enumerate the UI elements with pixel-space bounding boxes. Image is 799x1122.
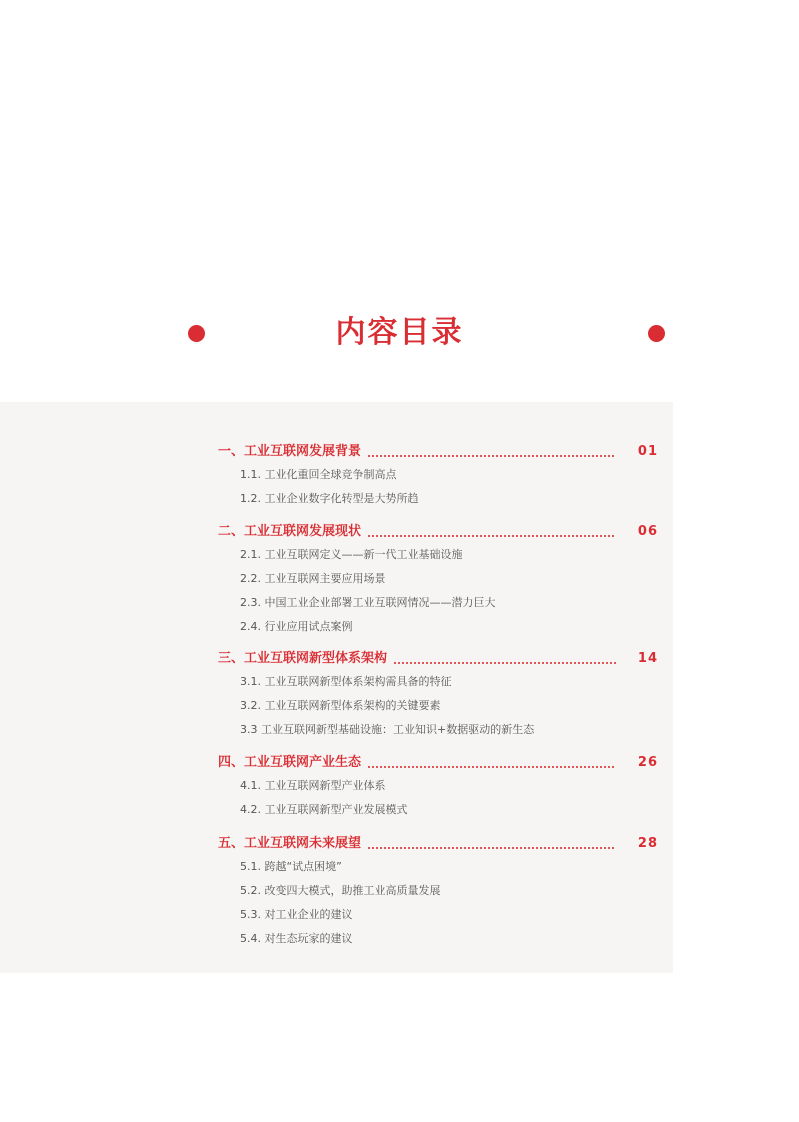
toc-subitem[interactable]: 1.1. 工业化重回全球竞争制高点 [240,468,397,481]
dot-leader [367,535,616,537]
toc-section-label: 三、工业互联网新型体系架构 [218,651,388,666]
dot-leader [367,766,616,768]
dot-leader [393,662,616,664]
toc-section-3 [218,648,658,742]
toc-page-number: 06 [637,524,658,539]
right-dot-decoration [648,325,665,342]
toc-subitem[interactable]: 2.2. 工业互联网主要应用场景 [240,572,386,585]
toc-subitem[interactable]: 2.4. 行业应用试点案例 [240,620,353,633]
toc-section-label: 四、工业互联网产业生态 [218,755,362,770]
toc-section-heading[interactable] [218,521,658,543]
toc-title-row [0,310,799,356]
toc-subitem[interactable]: 4.1. 工业互联网新型产业体系 [240,779,386,792]
toc-page-number: 26 [637,755,658,770]
toc-subitem[interactable]: 3.2. 工业互联网新型体系架构的关键要素 [240,699,441,712]
toc-subitem[interactable]: 3.1. 工业互联网新型体系架构需具备的特征 [240,675,452,688]
toc-page-number: 14 [637,651,658,666]
toc-page-number: 28 [637,836,658,851]
toc-section-5 [218,833,658,951]
toc-section-heading[interactable] [218,833,658,855]
toc-subitem[interactable]: 5.2. 改变四大模式，助推工业高质量发展 [240,884,441,897]
toc-section-label: 五、工业互联网未来展望 [218,836,362,851]
toc-subitem[interactable]: 5.1. 跨越“试点困境” [240,860,342,873]
toc-section-heading[interactable] [218,752,658,774]
toc-title: 内容目录 [335,315,464,350]
toc-subitem[interactable]: 3.3 工业互联网新型基础设施：工业知识+数据驱动的新生态 [240,723,535,736]
toc-section-label: 一、工业互联网发展背景 [218,444,362,459]
toc-section-1 [218,441,658,511]
toc-subitem[interactable]: 2.1. 工业互联网定义——新一代工业基础设施 [240,548,463,561]
toc-subitem[interactable]: 1.2. 工业企业数字化转型是大势所趋 [240,492,419,505]
toc-section-label: 二、工业互联网发展现状 [218,524,362,539]
dot-leader [367,847,616,849]
toc-section-4 [218,752,658,822]
dot-leader [367,455,616,457]
toc-section-heading[interactable] [218,648,658,670]
toc-section-heading[interactable] [218,441,658,463]
toc-subitem[interactable]: 5.4. 对生态玩家的建议 [240,932,353,945]
toc-subitem[interactable]: 4.2. 工业互联网新型产业发展模式 [240,803,408,816]
toc-subitem[interactable]: 5.3. 对工业企业的建议 [240,908,353,921]
toc-subitem[interactable]: 2.3. 中国工业企业部署工业互联网情况——潜力巨大 [240,596,496,609]
toc-page-number: 01 [637,444,658,459]
toc-section-2 [218,521,658,639]
